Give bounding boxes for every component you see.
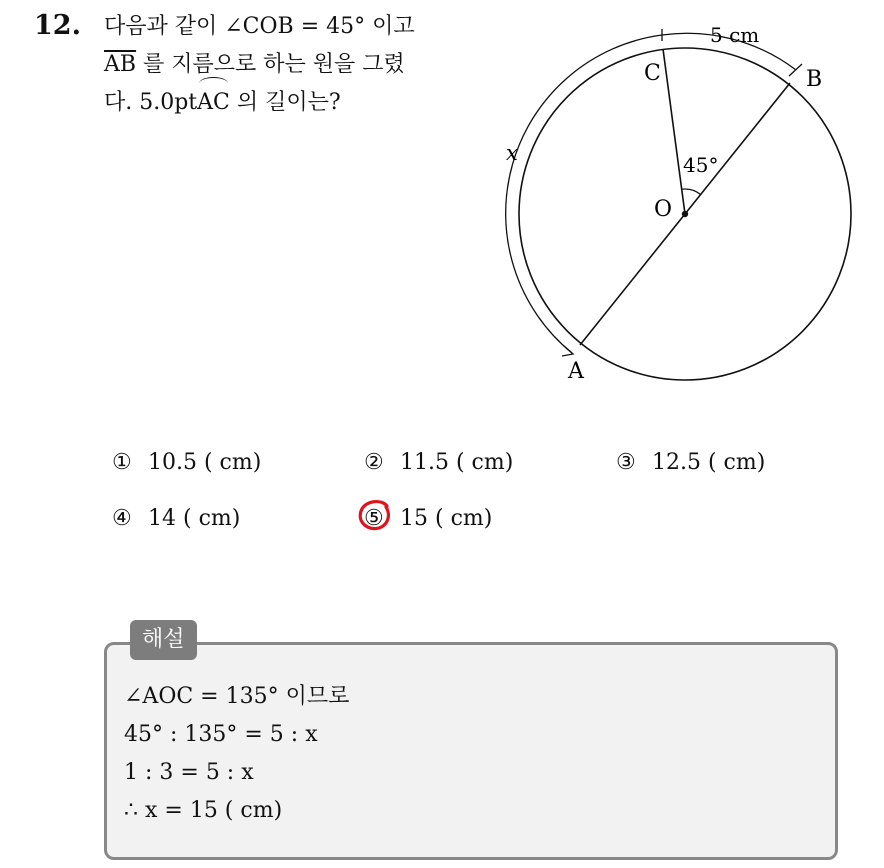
label-angle: 45° — [683, 153, 719, 177]
radius-oc — [663, 49, 685, 214]
choice-5-text: 15 ( cm) — [400, 506, 493, 531]
choice-1-text: 10.5 ( cm) — [148, 450, 262, 475]
choice-5-number: ⑤ — [364, 506, 384, 531]
arc-ac: AC — [197, 84, 230, 122]
circle-figure — [480, 20, 870, 390]
question-line-3-post: 의 길이는? — [229, 90, 341, 115]
explanation-line-2: 45° : 135° = 5 : x — [124, 722, 318, 747]
angle-arc — [682, 189, 701, 195]
choice-2[interactable] — [364, 450, 513, 475]
explanation-line-1: ∠AOC = 135° 이므로 — [124, 684, 350, 709]
explanation-lines — [124, 678, 349, 830]
choice-4-text: 14 ( cm) — [148, 506, 241, 531]
explanation-line-4: ∴ x = 15 ( cm) — [124, 798, 283, 823]
choice-2-text: 11.5 ( cm) — [400, 450, 514, 475]
label-o: O — [654, 197, 673, 222]
choice-3-text: 12.5 ( cm) — [652, 450, 766, 475]
question-line-3-pre: 다. 5.0pt — [104, 90, 198, 115]
question-line-2-rest: 를 지름으로 하는 원을 그렸 — [136, 52, 405, 77]
label-5cm: 5 cm — [710, 23, 760, 47]
choice-1-number: ① — [112, 450, 132, 475]
choice-5[interactable] — [364, 506, 492, 531]
choice-3[interactable] — [616, 450, 765, 475]
choice-2-number: ② — [364, 450, 384, 475]
explanation-tag: 해설 — [130, 620, 197, 660]
label-x: x — [506, 141, 518, 165]
choice-4-number: ④ — [112, 506, 132, 531]
label-b: B — [806, 67, 823, 92]
explanation-line-3: 1 : 3 = 5 : x — [124, 760, 254, 785]
label-c: C — [644, 61, 661, 86]
center-point — [682, 211, 688, 217]
question-text — [104, 8, 484, 122]
choice-4[interactable] — [112, 506, 240, 531]
question-line-1: 다음과 같이 ∠COB = 45° 이고 — [104, 14, 415, 39]
question-line-3 — [104, 84, 484, 122]
question-number: 12. — [34, 10, 81, 41]
label-a: A — [568, 359, 584, 384]
question-line-2 — [104, 46, 484, 84]
segment-ab: $\overline{AB}$ — [104, 52, 137, 77]
choice-3-number: ③ — [616, 450, 636, 475]
choice-1[interactable] — [112, 450, 261, 475]
arc-x-arrowhead — [562, 346, 573, 356]
answer-circle-mark — [357, 497, 393, 533]
